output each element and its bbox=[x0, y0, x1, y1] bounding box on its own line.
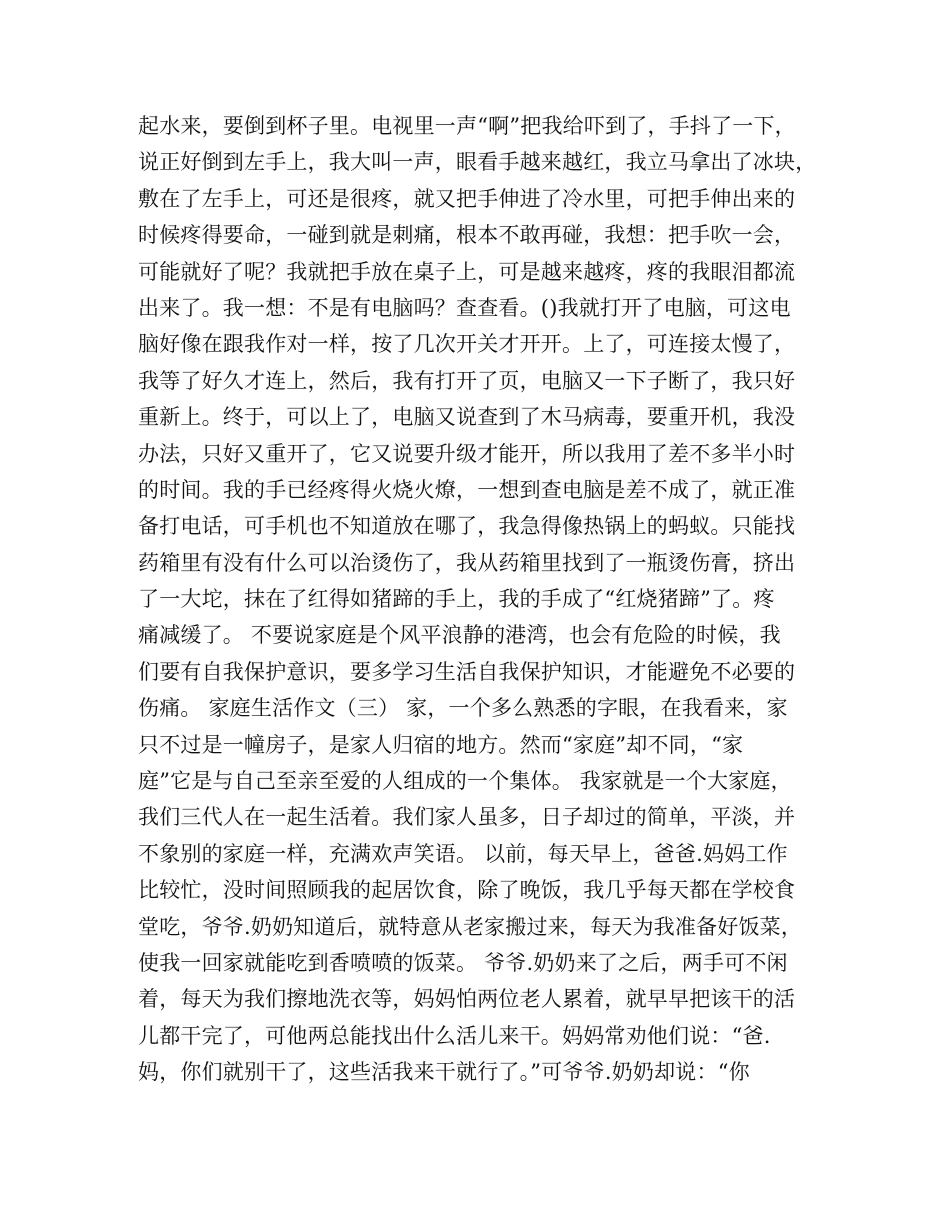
text-line: 出来了。我一想：不是有电脑吗？查查看。()我就打开了电脑，可这电 bbox=[138, 295, 791, 320]
text-line: 着，每天为我们擦地洗衣等，妈妈怕两位老人累着，就早早把该干的活 bbox=[138, 987, 796, 1012]
body-text bbox=[138, 108, 818, 1091]
text-line: 痛减缓了。 不要说家庭是个风平浪静的港湾，也会有危险的时候，我 bbox=[138, 623, 781, 648]
text-line: 备打电话，可手机也不知道放在哪了，我急得像热锅上的蚂蚁。只能找 bbox=[138, 514, 796, 539]
text-line: 比较忙，没时间照顾我的起居饮食，除了晚饭，我几乎每天都在学校食 bbox=[138, 878, 796, 903]
text-line: 时候疼得要命，一碰到就是刺痛，根本不敢再碰，我想：把手吹一会， bbox=[138, 223, 796, 248]
text-line: 说正好倒到左手上，我大叫一声，眼看手越来越红，我立马拿出了冰块， bbox=[138, 150, 817, 175]
text-line: 的时间。我的手已经疼得火烧火燎，一想到查电脑是差不成了，就正准 bbox=[138, 477, 796, 502]
text-line: 堂吃，爷爷.奶奶知道后，就特意从老家搬过来，每天为我准备好饭菜， bbox=[138, 914, 803, 939]
text-line: 可能就好了呢？我就把手放在桌子上，可是越来越疼，疼的我眼泪都流 bbox=[138, 259, 796, 284]
text-line: 我们三代人在一起生活着。我们家人虽多，日子却过的简单，平淡，并 bbox=[138, 805, 796, 830]
text-line: 们要有自我保护意识，要多学习生活自我保护知识，才能避免不必要的 bbox=[138, 659, 796, 684]
text-line: 使我一回家就能吃到香喷喷的饭菜。 爷爷.奶奶来了之后，两手可不闲 bbox=[138, 950, 788, 975]
text-line: 敷在了左手上，可还是很疼，就又把手伸进了冷水里，可把手伸出来的 bbox=[138, 186, 796, 211]
text-line: 庭”它是与自己至亲至爱的人组成的一个集体。 我家就是一个大家庭， bbox=[138, 769, 792, 794]
text-line: 脑好像在跟我作对一样，按了几次开关才开开。上了，可连接太慢了， bbox=[138, 332, 796, 357]
text-line: 只不过是一幢房子，是家人归宿的地方。然而“家庭”却不同，“家 bbox=[138, 732, 744, 757]
text-line: 儿都干完了，可他两总能找出什么活儿来干。妈妈常劝他们说：“爸. bbox=[138, 1023, 771, 1048]
text-line: 起水来，要倒到杯子里。电视里一声“啊”把我给吓到了，手抖了一下， bbox=[138, 114, 796, 138]
text-line: 办法，只好又重开了，它又说要升级才能开，所以我用了差不多半小时 bbox=[138, 441, 796, 466]
text-line: 我等了好久才连上，然后，我有打开了页，电脑又一下子断了，我只好 bbox=[138, 368, 796, 393]
text-line: 重新上。终于，可以上了，电脑又说查到了木马病毒，要重开机，我没 bbox=[138, 405, 796, 430]
text-line: 药箱里有没有什么可以治烫伤了，我从药箱里找到了一瓶烫伤膏，挤出 bbox=[138, 550, 796, 575]
text-line: 伤痛。 家庭生活作文（三） 家，一个多么熟悉的字眼，在我看来，家 bbox=[138, 696, 788, 721]
text-line: 不象别的家庭一样，充满欢声笑语。 以前，每天早上，爸爸.妈妈工作 bbox=[138, 841, 788, 866]
text-line: 妈，你们就别干了，这些活我来干就行了。”可爷爷.奶奶却说：“你 bbox=[138, 1060, 750, 1085]
text-line: 了一大坨，抹在了红得如猪蹄的手上，我的手成了“红烧猪蹄”了。疼 bbox=[138, 587, 775, 612]
